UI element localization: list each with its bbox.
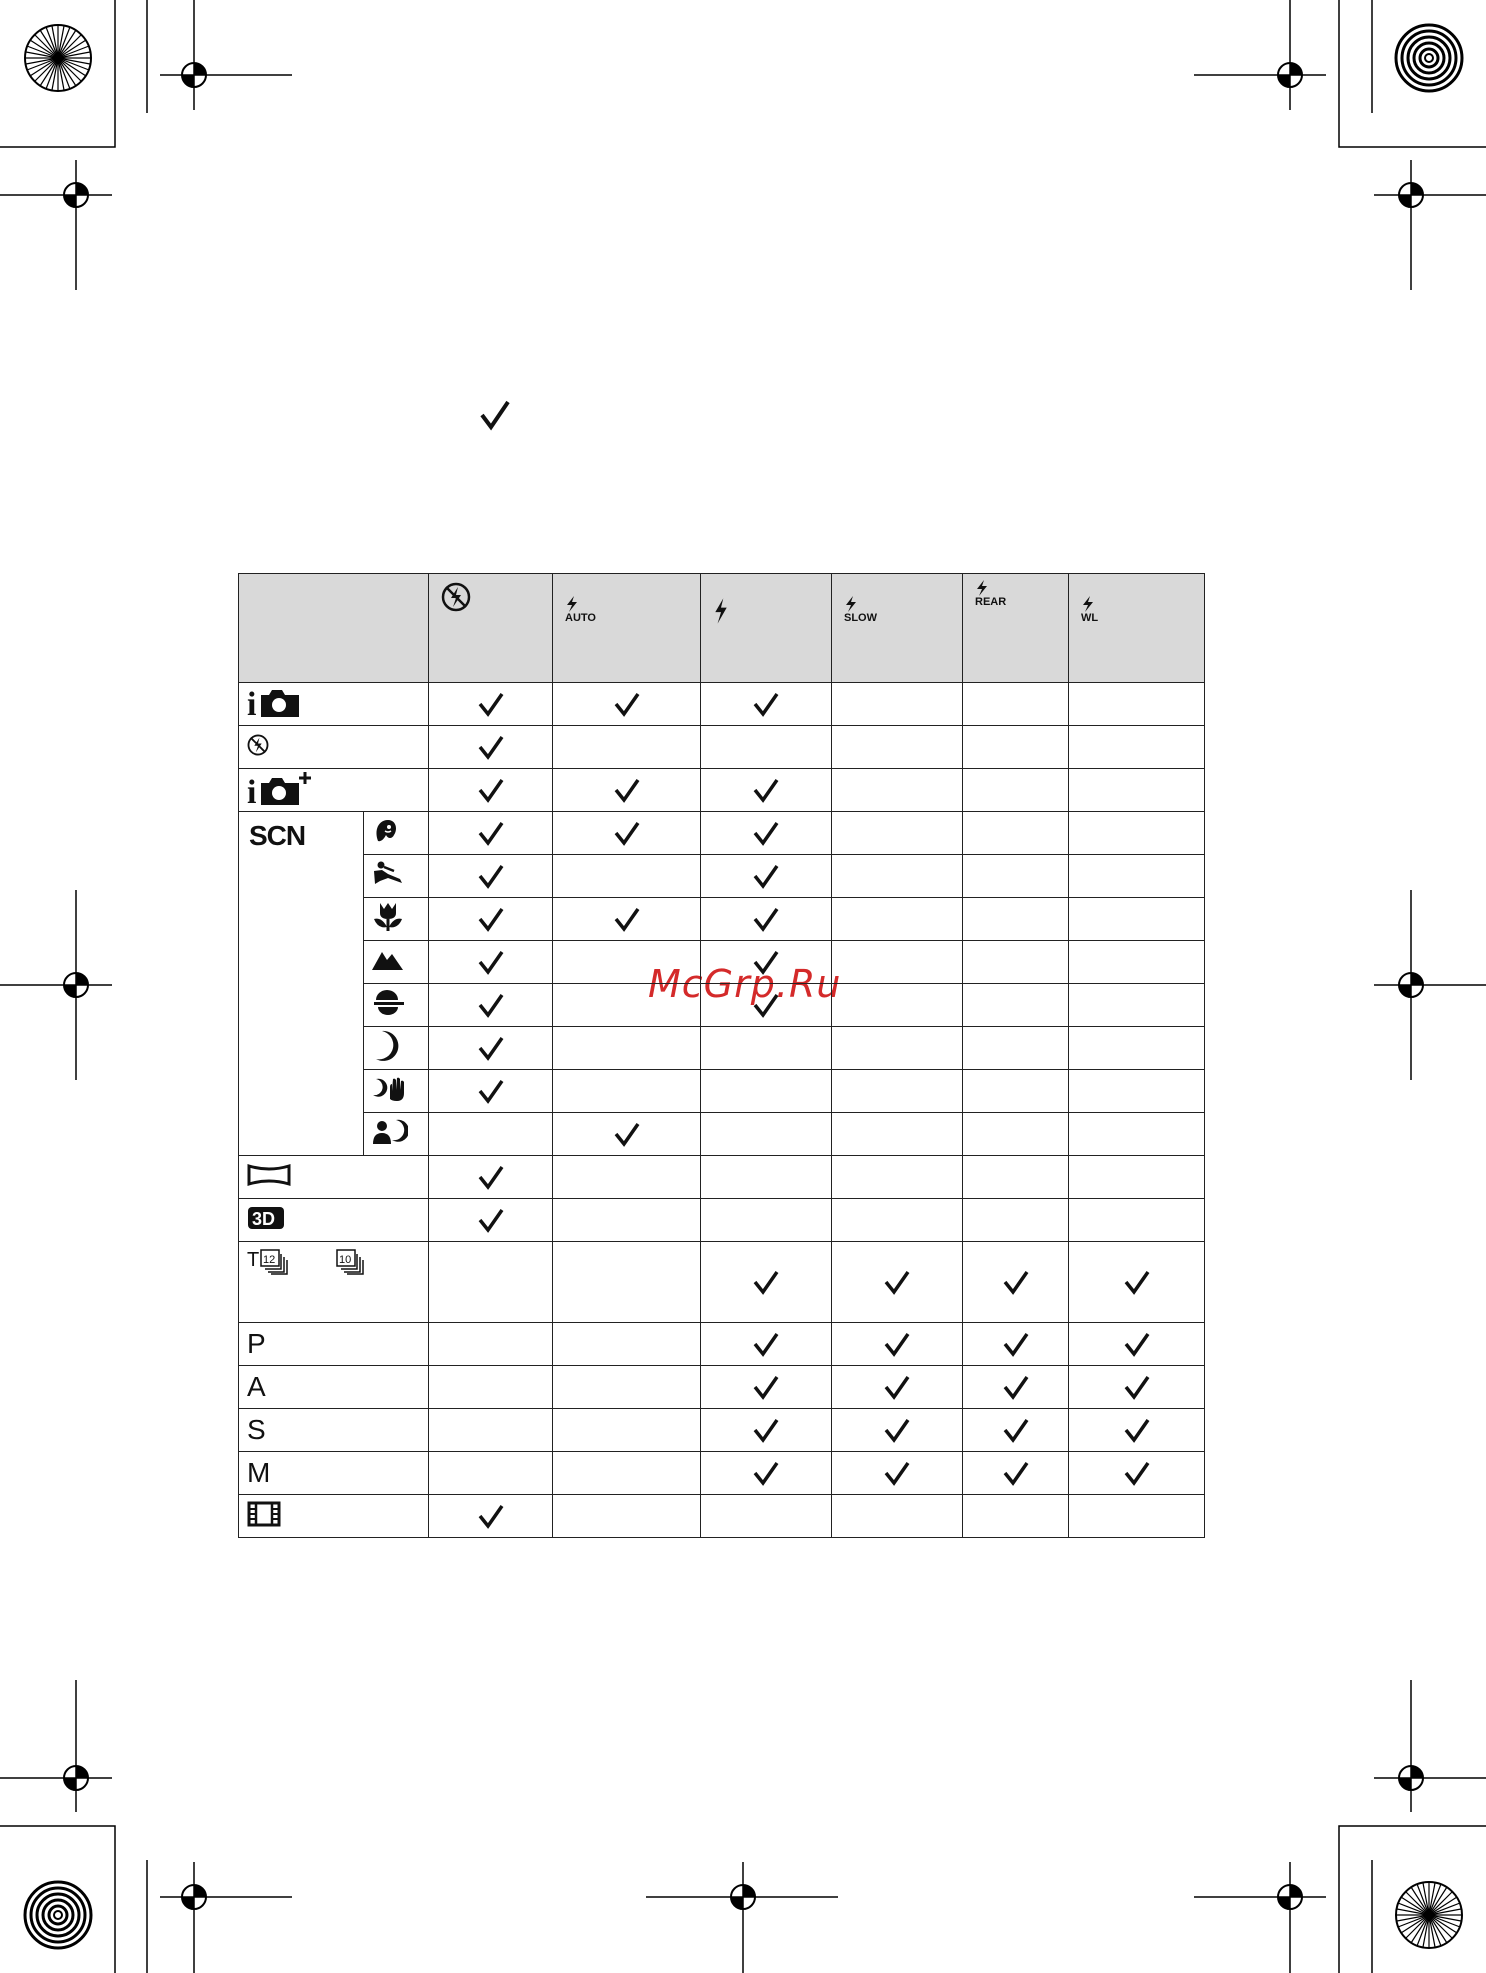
- check-icon: [752, 1417, 780, 1443]
- check-icon: [883, 1374, 911, 1400]
- check-cell: [832, 1199, 963, 1242]
- check-cell: [553, 1070, 701, 1113]
- macro-icon: [364, 898, 429, 941]
- check-cell: [1069, 1070, 1205, 1113]
- check-cell: [832, 812, 963, 855]
- check-icon: [883, 1269, 911, 1295]
- check-cell: [701, 1323, 832, 1366]
- table-row: [239, 1409, 1205, 1452]
- burst-t-label: T: [247, 1249, 260, 1271]
- check-cell: [832, 769, 963, 812]
- check-cell: [701, 855, 832, 898]
- table-row: [239, 1156, 1205, 1199]
- check-cell: [701, 984, 832, 1027]
- landscape-icon: [364, 941, 429, 984]
- check-icon: [477, 1164, 505, 1190]
- check-cell: [963, 855, 1069, 898]
- flash-bolt-icon: REAR: [975, 580, 1068, 608]
- check-cell: [832, 898, 963, 941]
- check-cell: [429, 1366, 553, 1409]
- check-icon: [1002, 1417, 1030, 1443]
- check-icon: [477, 734, 505, 760]
- check-cell: [963, 1323, 1069, 1366]
- check-icon: [477, 992, 505, 1018]
- check-cell: [553, 1323, 701, 1366]
- flash-bolt-icon: WL: [1081, 596, 1204, 624]
- check-cell: [553, 1156, 701, 1199]
- check-icon: [1123, 1460, 1151, 1486]
- check-icon: [1002, 1331, 1030, 1357]
- check-cell: [429, 1199, 553, 1242]
- watermark: McGrp.Ru: [648, 962, 842, 1006]
- check-cell: [429, 769, 553, 812]
- check-cell: [832, 1027, 963, 1070]
- mode-flash-off: [239, 726, 429, 769]
- check-cell: [963, 898, 1069, 941]
- check-cell: [429, 812, 553, 855]
- check-cell: [701, 1156, 832, 1199]
- check-cell: [963, 1242, 1069, 1323]
- check-cell: [1069, 812, 1205, 855]
- check-cell: [832, 1366, 963, 1409]
- mode-3d: [239, 1199, 429, 1242]
- check-icon: [477, 820, 505, 846]
- check-cell: [1069, 1452, 1205, 1495]
- check-cell: [1069, 1199, 1205, 1242]
- table-row: [239, 1199, 1205, 1242]
- check-cell: [1069, 984, 1205, 1027]
- check-cell: [553, 1452, 701, 1495]
- check-cell: [429, 1242, 553, 1323]
- check-cell: [429, 984, 553, 1027]
- sunset-icon: [364, 984, 429, 1027]
- table-row: [239, 1113, 1205, 1156]
- check-icon: [1002, 1374, 1030, 1400]
- mode-p: P: [239, 1323, 429, 1366]
- night-scene-icon: [364, 1027, 429, 1070]
- check-icon: [1123, 1417, 1151, 1443]
- check-icon: [477, 863, 505, 889]
- header-flash-rear: [963, 574, 1069, 683]
- check-cell: [701, 941, 832, 984]
- check-cell: [1069, 1323, 1205, 1366]
- check-cell: [429, 941, 553, 984]
- check-icon: [752, 1331, 780, 1357]
- sports-icon: [364, 855, 429, 898]
- check-cell: [832, 855, 963, 898]
- flash-bolt-icon: [713, 598, 831, 624]
- check-cell: [1069, 1242, 1205, 1323]
- flash-mode-table: [238, 573, 1205, 1538]
- sweep-panorama-icon: [247, 1163, 291, 1187]
- check-icon: [477, 906, 505, 932]
- check-cell: [963, 726, 1069, 769]
- check-icon: [752, 1460, 780, 1486]
- flash-bolt-icon: AUTO: [565, 596, 700, 624]
- legend-check-icon: [478, 398, 512, 432]
- check-icon: [752, 1374, 780, 1400]
- mode-intelligent-auto: [239, 683, 429, 726]
- check-cell: [832, 1409, 963, 1452]
- check-cell: [553, 1027, 701, 1070]
- check-cell: [553, 1495, 701, 1538]
- check-icon: [752, 691, 780, 717]
- check-icon: [883, 1417, 911, 1443]
- check-cell: [429, 1409, 553, 1452]
- check-cell: [963, 1452, 1069, 1495]
- check-cell: [1069, 1495, 1205, 1538]
- check-cell: [429, 1070, 553, 1113]
- burst-t-number: 12: [263, 1254, 276, 1266]
- check-cell: [701, 1070, 832, 1113]
- scn-label: SCN: [249, 820, 306, 851]
- check-cell: [963, 984, 1069, 1027]
- check-cell: [701, 1199, 832, 1242]
- check-icon: [613, 691, 641, 717]
- header-flash-slow: [832, 574, 963, 683]
- check-cell: [832, 1323, 963, 1366]
- check-icon: [752, 777, 780, 803]
- check-cell: [701, 1242, 832, 1323]
- table-row: [239, 812, 1205, 855]
- night-portrait-icon: [364, 1113, 429, 1156]
- movie-icon: [247, 1501, 281, 1527]
- check-cell: [832, 1070, 963, 1113]
- check-cell: [963, 1366, 1069, 1409]
- mode-superior-auto: [239, 769, 429, 812]
- flash-bolt-icon: SLOW: [844, 596, 962, 624]
- check-icon: [883, 1331, 911, 1357]
- table-row: [239, 898, 1205, 941]
- superior-auto-icon: [247, 770, 317, 806]
- soft-skin-icon: [364, 812, 429, 855]
- check-cell: [553, 1409, 701, 1452]
- check-icon: [752, 820, 780, 846]
- check-cell: [963, 1156, 1069, 1199]
- check-cell: [553, 812, 701, 855]
- check-cell: [553, 683, 701, 726]
- check-cell: [553, 941, 701, 984]
- check-icon: [477, 949, 505, 975]
- table-row: [239, 1027, 1205, 1070]
- check-cell: [1069, 726, 1205, 769]
- check-cell: [963, 1113, 1069, 1156]
- check-cell: [832, 1495, 963, 1538]
- check-cell: [553, 855, 701, 898]
- check-icon: [477, 777, 505, 803]
- check-cell: [429, 1323, 553, 1366]
- check-cell: [1069, 1156, 1205, 1199]
- check-cell: [429, 1495, 553, 1538]
- check-cell: [429, 1452, 553, 1495]
- check-cell: [701, 1113, 832, 1156]
- table-row: [239, 1070, 1205, 1113]
- check-cell: [1069, 683, 1205, 726]
- check-icon: [613, 1121, 641, 1147]
- check-icon: [477, 1503, 505, 1529]
- check-icon: [477, 1035, 505, 1061]
- check-cell: [701, 1366, 832, 1409]
- check-cell: [963, 812, 1069, 855]
- table-row: [239, 1242, 1205, 1323]
- check-cell: [832, 941, 963, 984]
- check-cell: [1069, 898, 1205, 941]
- mode-s: S: [239, 1409, 429, 1452]
- check-cell: [553, 1199, 701, 1242]
- check-cell: [701, 1495, 832, 1538]
- check-cell: [701, 726, 832, 769]
- check-cell: [832, 984, 963, 1027]
- check-icon: [752, 1269, 780, 1295]
- header-corner: [239, 574, 429, 683]
- check-cell: [429, 683, 553, 726]
- check-cell: [1069, 1409, 1205, 1452]
- check-cell: [701, 1452, 832, 1495]
- check-cell: [1069, 1027, 1205, 1070]
- svg-text:i: i: [247, 773, 257, 806]
- check-cell: [553, 1242, 701, 1323]
- check-icon: [477, 1078, 505, 1104]
- check-cell: [832, 1113, 963, 1156]
- check-icon: [613, 777, 641, 803]
- mode-m: M: [239, 1452, 429, 1495]
- check-icon: [752, 863, 780, 889]
- table-row: [239, 683, 1205, 726]
- check-cell: [832, 1452, 963, 1495]
- check-cell: [701, 812, 832, 855]
- check-icon: [613, 820, 641, 846]
- check-cell: [963, 1027, 1069, 1070]
- check-cell: [832, 683, 963, 726]
- check-cell: [832, 1156, 963, 1199]
- check-icon: [477, 1207, 505, 1233]
- table-row: [239, 855, 1205, 898]
- check-cell: [553, 1366, 701, 1409]
- burst-number: 10: [339, 1254, 352, 1266]
- table-row: [239, 984, 1205, 1027]
- header-flash-wl: [1069, 574, 1205, 683]
- check-cell: [963, 769, 1069, 812]
- flash-off-icon: [247, 734, 269, 756]
- handheld-twilight-icon: [364, 1070, 429, 1113]
- check-cell: [963, 1070, 1069, 1113]
- check-cell: [553, 984, 701, 1027]
- check-icon: [477, 691, 505, 717]
- check-cell: [963, 941, 1069, 984]
- check-cell: [832, 726, 963, 769]
- check-cell: [553, 726, 701, 769]
- check-cell: [832, 1242, 963, 1323]
- check-cell: [701, 1409, 832, 1452]
- table-row: [239, 1452, 1205, 1495]
- check-cell: [553, 1113, 701, 1156]
- check-cell: [553, 769, 701, 812]
- mode-movie: [239, 1495, 429, 1538]
- check-icon: [1123, 1374, 1151, 1400]
- check-cell: [1069, 941, 1205, 984]
- check-cell: [701, 898, 832, 941]
- check-cell: [429, 855, 553, 898]
- table-row: [239, 1323, 1205, 1366]
- check-cell: [1069, 855, 1205, 898]
- check-icon: [752, 992, 780, 1018]
- check-cell: [1069, 769, 1205, 812]
- svg-text:i: i: [247, 685, 257, 719]
- check-cell: [963, 1495, 1069, 1538]
- svg-text:3D: 3D: [252, 1208, 276, 1229]
- mode-burst: [239, 1242, 429, 1323]
- check-icon: [752, 949, 780, 975]
- 3d-icon: [247, 1206, 285, 1230]
- scn-label-cell: [239, 812, 364, 1156]
- header-flash-on: [701, 574, 832, 683]
- flash-off-icon: [441, 582, 552, 612]
- check-icon: [883, 1460, 911, 1486]
- check-icon: [752, 906, 780, 932]
- check-cell: [553, 898, 701, 941]
- check-cell: [1069, 1366, 1205, 1409]
- check-cell: [963, 683, 1069, 726]
- check-icon: [613, 906, 641, 932]
- check-cell: [963, 1409, 1069, 1452]
- check-cell: [701, 769, 832, 812]
- check-icon: [1123, 1269, 1151, 1295]
- check-cell: [701, 683, 832, 726]
- table-header-row: [239, 574, 1205, 683]
- check-cell: [963, 1199, 1069, 1242]
- table-row: [239, 726, 1205, 769]
- check-cell: [429, 1156, 553, 1199]
- check-icon: [1002, 1269, 1030, 1295]
- check-cell: [429, 1113, 553, 1156]
- table-row: [239, 941, 1205, 984]
- intelligent-auto-icon: [247, 685, 301, 719]
- table-row: [239, 1495, 1205, 1538]
- check-cell: [429, 1027, 553, 1070]
- check-cell: [1069, 1113, 1205, 1156]
- header-flash-auto: [553, 574, 701, 683]
- burst-icons: [247, 1248, 397, 1276]
- mode-a: A: [239, 1366, 429, 1409]
- header-flash-off: [429, 574, 553, 683]
- check-cell: [429, 898, 553, 941]
- check-cell: [429, 726, 553, 769]
- check-cell: [701, 1027, 832, 1070]
- table-row: [239, 769, 1205, 812]
- check-icon: [1123, 1331, 1151, 1357]
- check-icon: [1002, 1460, 1030, 1486]
- mode-sweep-panorama: [239, 1156, 429, 1199]
- table-row: [239, 1366, 1205, 1409]
